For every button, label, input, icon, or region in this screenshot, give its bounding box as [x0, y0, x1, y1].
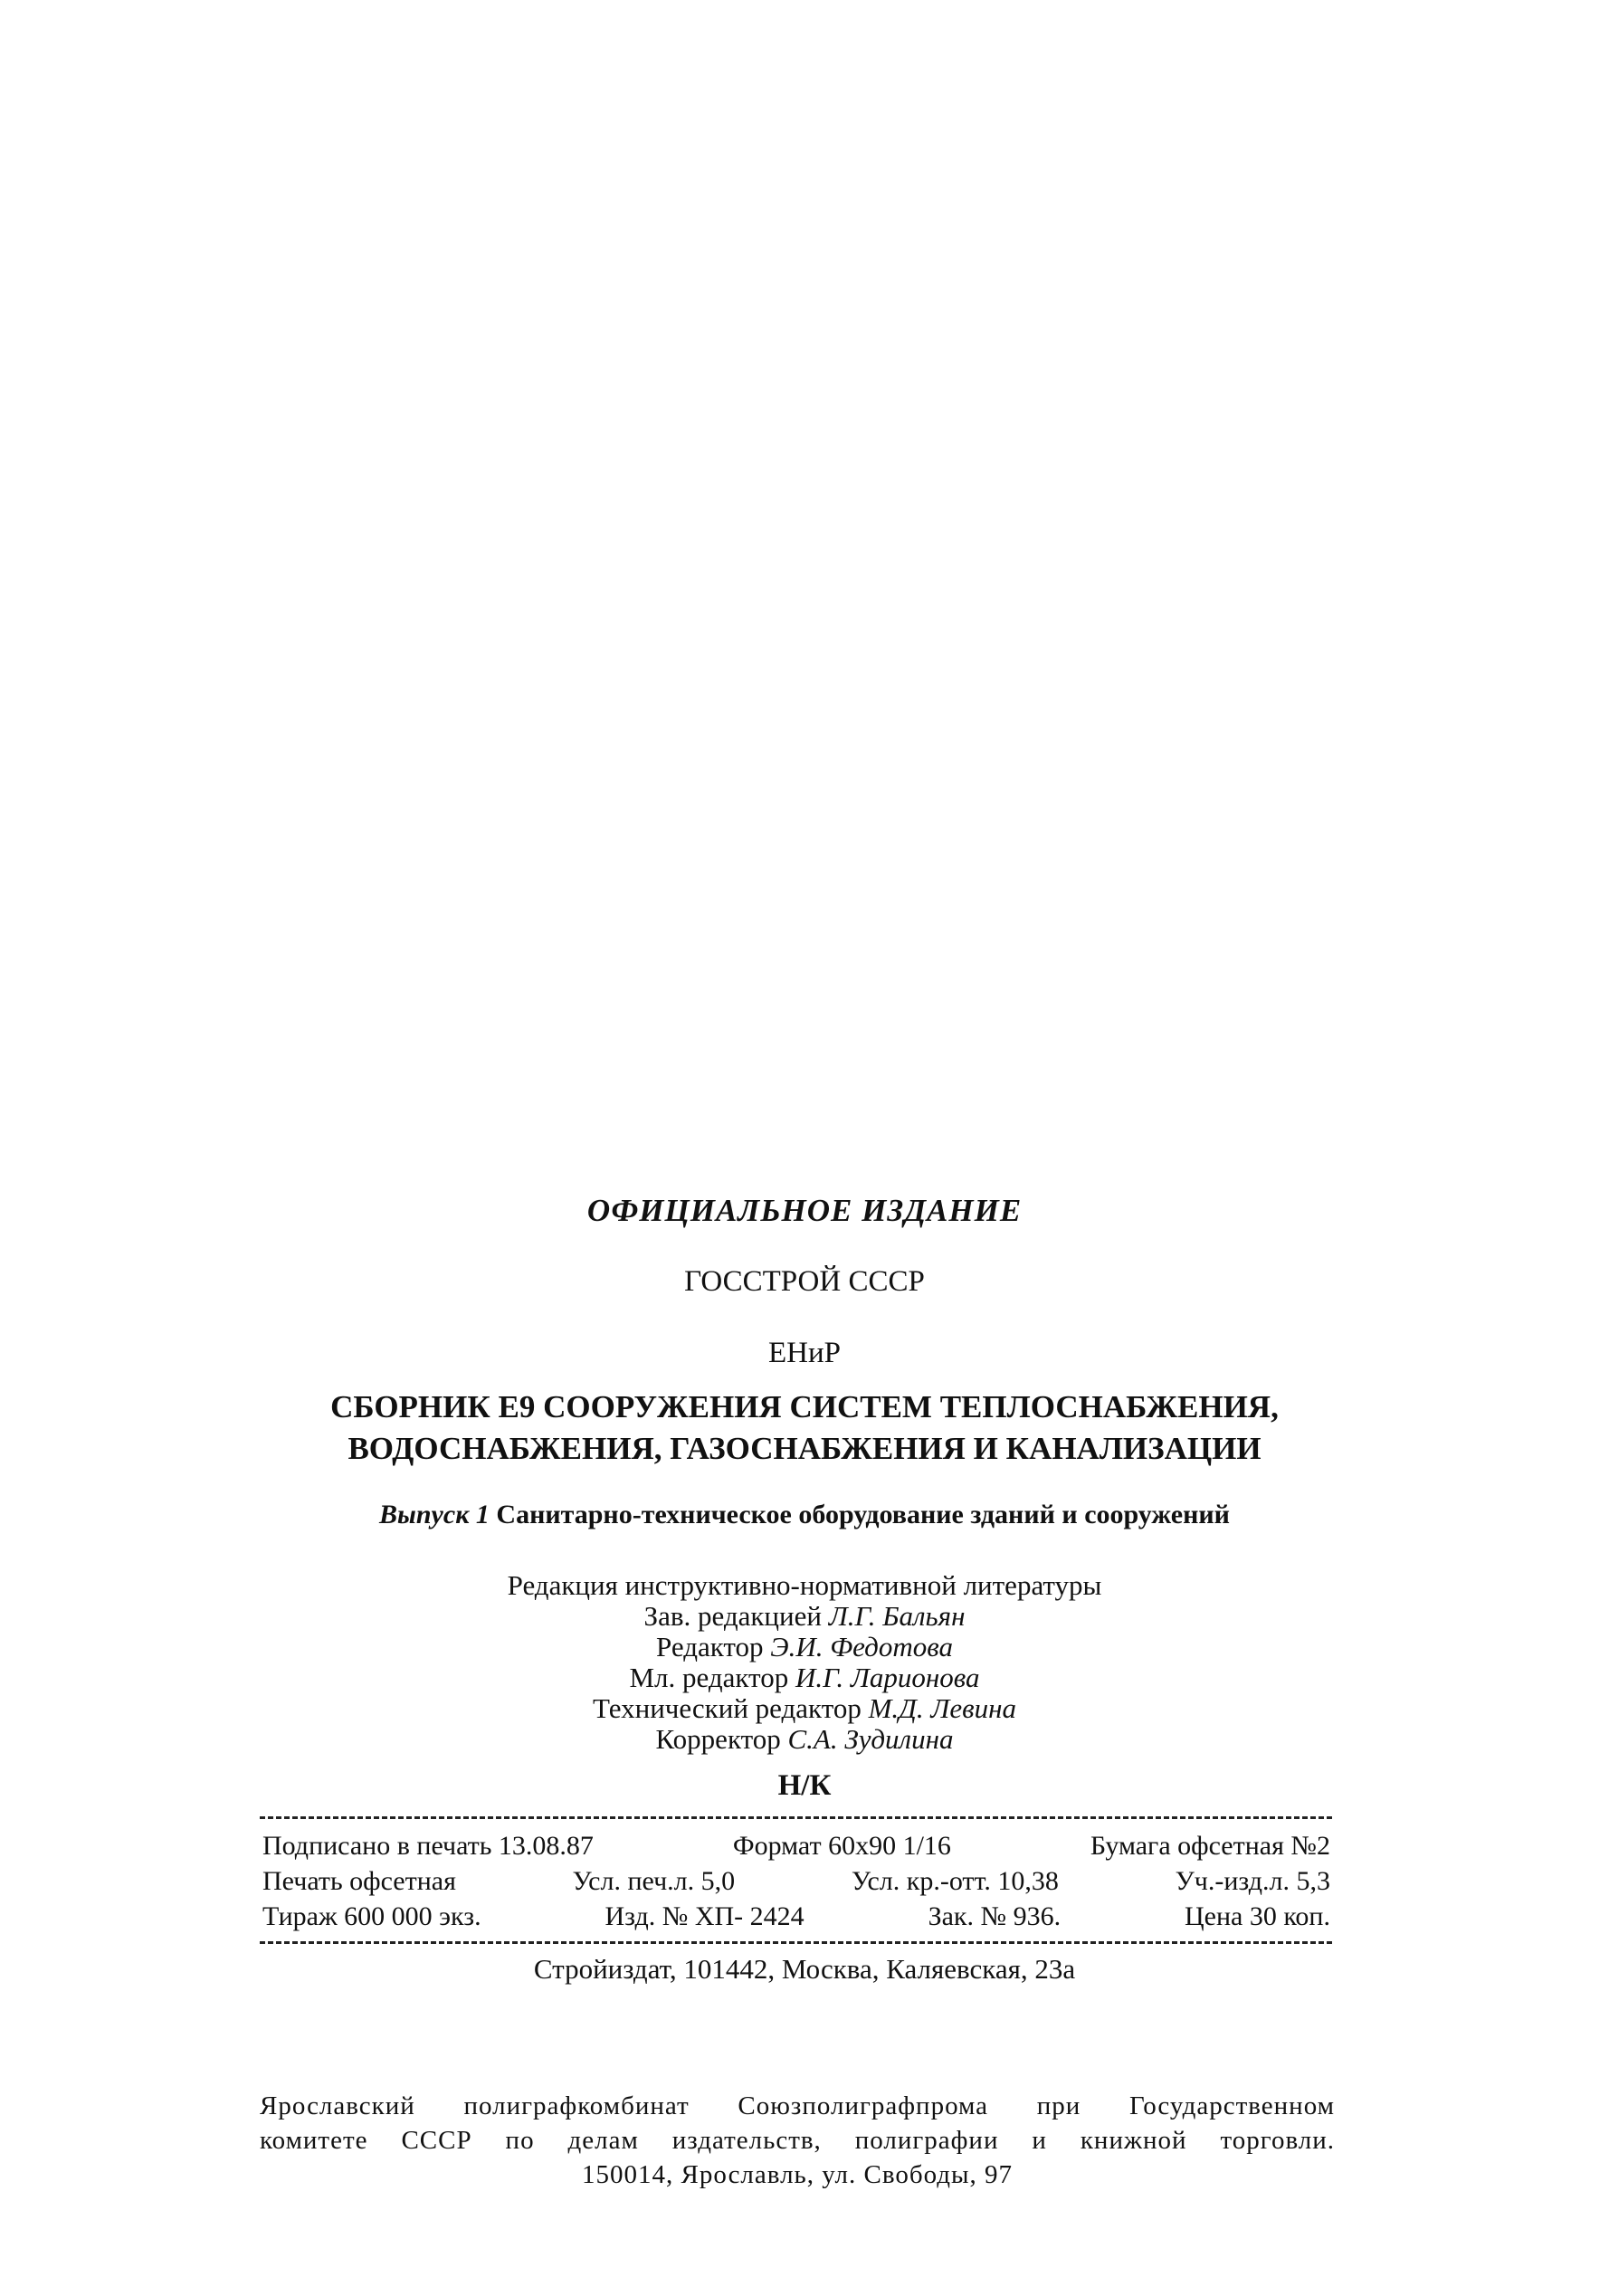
collection-title-line-2: ВОДОСНАБЖЕНИЯ, ГАЗОСНАБЖЕНИЯ И КАНАЛИЗАЦИИ [348, 1431, 1261, 1466]
credit-role: Зав. редакцией [643, 1600, 822, 1632]
spec-signed-to-print: Подписано в печать 13.08.87 [262, 1831, 594, 1861]
collection-title [0, 1386, 1609, 1470]
credit-role: Технический редактор [593, 1692, 862, 1724]
collection-title-line-1: СБОРНИК Е9 СООРУЖЕНИЯ СИСТЕМ ТЕПЛОСНАБЖЕНИЯ, [330, 1389, 1279, 1424]
dashed-divider-top [260, 1816, 1332, 1819]
spec-row [262, 1828, 1330, 1863]
editorial-office: Редакция инструктивно-нормативной литературы [507, 1569, 1102, 1601]
spec-edition-number: Изд. № ХП- 2424 [605, 1901, 804, 1931]
credit-proofreader [0, 1724, 1609, 1755]
credit-role: Корректор [655, 1723, 781, 1755]
publisher-address: Стройиздат, 101442, Москва, Каляевская, 23а [533, 1953, 1076, 1985]
credit-person: И.Г. Ларионова [795, 1662, 980, 1693]
spec-price: Цена 30 коп. [1185, 1901, 1330, 1931]
print-specifications [262, 1828, 1330, 1934]
spec-row [262, 1863, 1330, 1899]
nk-mark: Н/К [777, 1769, 832, 1802]
issue-line [0, 1500, 1609, 1530]
credit-role: Мл. редактор [629, 1662, 789, 1693]
official-edition-heading: ОФИЦИАЛЬНОЕ ИЗДАНИЕ [586, 1193, 1023, 1228]
spec-printed-sheets: Усл. печ.л. 5,0 [572, 1866, 736, 1896]
spec-publishing-sheets: Уч.-изд.л. 5,3 [1175, 1866, 1330, 1896]
credit-editor [0, 1632, 1609, 1662]
dashed-divider-bottom [260, 1941, 1332, 1944]
spec-format: Формат 60х90 1/16 [732, 1831, 951, 1861]
printer-address: 150014, Ярославль, ул. Свободы, 97 [582, 2160, 1013, 2189]
issue-text: Санитарно-техническое оборудование зданий и сооружений [496, 1500, 1230, 1529]
credit-junior-editor [0, 1662, 1609, 1693]
credit-technical-editor [0, 1693, 1609, 1724]
credit-person: Л.Г. Бальян [828, 1600, 966, 1632]
credit-person: Э.И. Федотова [770, 1631, 953, 1662]
printer-line-2: комитете СССР по делам издательств, полиграфии и книжной торговли. [260, 2126, 1335, 2155]
printer-line-1: Ярославский полиграфкомбинат Союзполиграфпрома при Государственном [260, 2091, 1335, 2120]
organization-name: ГОССТРОЙ СССР [684, 1265, 925, 1298]
spec-paper: Бумага офсетная №2 [1090, 1831, 1330, 1861]
series-name: ЕНиР [767, 1337, 841, 1369]
spec-row [262, 1899, 1330, 1934]
editorial-credits [0, 1570, 1609, 1755]
issue-label: Выпуск 1 [379, 1500, 490, 1529]
printer-info [260, 2089, 1335, 2192]
spec-print-type: Печать офсетная [262, 1866, 456, 1896]
spec-order-number: Зак. № 936. [928, 1901, 1062, 1931]
credit-role: Редактор [656, 1631, 764, 1662]
credit-person: М.Д. Левина [868, 1692, 1016, 1724]
spec-color-impressions: Усл. кр.-отт. 10,38 [851, 1866, 1059, 1896]
spec-print-run: Тираж 600 000 экз. [262, 1901, 481, 1931]
credit-person: С.А. Зудилина [787, 1723, 954, 1755]
credit-head-editor [0, 1601, 1609, 1632]
